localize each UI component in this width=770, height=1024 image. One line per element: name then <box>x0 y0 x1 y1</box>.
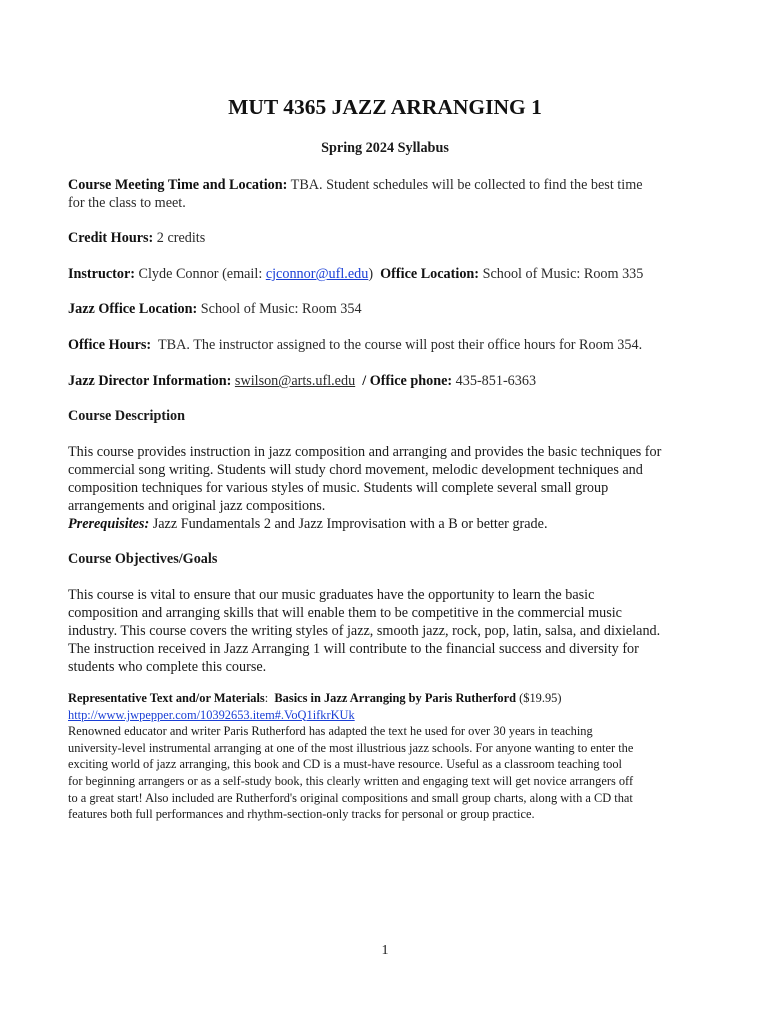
description-line: arrangements and original jazz compositions. <box>68 498 326 514</box>
prerequisites-value: Jazz Fundamentals 2 and Jazz Improvisation with a B or better grade. <box>152 516 548 532</box>
materials-line: for beginning arrangers or as a self-study book, this clearly written and engaging text will get novice arrangers off <box>68 773 634 788</box>
materials-line: to a great start! Also included are Rutherford's original compositions and small group charts, along with a CD that <box>68 790 633 805</box>
materials-price: ($19.95) <box>519 691 562 705</box>
credit-value: 2 credits <box>156 230 206 246</box>
objectives-heading: Course Objectives/Goals <box>68 551 218 567</box>
director-separator: / <box>362 373 367 389</box>
office-location-label: Office Location: <box>380 266 480 282</box>
materials-url-link[interactable]: http://www.jwpepper.com/10392653.item#.VoQ1ifkrKUk <box>68 707 355 722</box>
instructor-email-link[interactable]: cjconnor@ufl.edu <box>265 266 369 282</box>
prerequisites-label: Prerequisites: <box>68 516 150 532</box>
jazz-director-info <box>68 372 708 390</box>
materials-colon: : <box>264 691 269 705</box>
meeting-value: TBA. Student schedules will be collected to find the best time <box>290 177 643 193</box>
materials-line: exciting world of jazz arranging, this book and CD is a must-have resource. Useful as a classroom teaching tool <box>68 757 622 772</box>
office-location-value: School of Music: Room 335 <box>482 266 644 282</box>
instructor-info <box>68 265 708 283</box>
meeting-label: Course Meeting Time and Location: <box>68 177 288 193</box>
jazz-office-location <box>68 300 708 318</box>
director-label: Jazz Director Information: <box>68 373 232 389</box>
instructor-label: Instructor: <box>68 266 135 282</box>
materials-line: features both full performances and rhythm-section-only tracks for personal or group practice. <box>68 807 535 822</box>
credit-label: Credit Hours: <box>68 230 154 246</box>
description-line: composition techniques for various styles of music. Students will complete several small group <box>68 480 609 496</box>
materials-section <box>68 690 708 823</box>
instructor-close: ) <box>368 266 374 282</box>
objectives-line: students who complete this course. <box>68 659 267 675</box>
syllabus-subtitle: Spring 2024 Syllabus <box>321 140 449 156</box>
objectives-body <box>68 586 708 676</box>
objectives-line: The instruction received in Jazz Arranging 1 will contribute to the financial success and diversity for <box>68 641 639 657</box>
meeting-value-cont: for the class to meet. <box>68 195 186 211</box>
materials-line: university-level instrumental arranging at one of the most illustrious jazz schools. For anyone wanting to enter the <box>68 740 634 755</box>
description-line: commercial song writing. Students will study chord movement, melodic development techniques and <box>68 462 643 478</box>
director-email[interactable]: swilson@arts.ufl.edu <box>234 373 356 389</box>
jazz-office-value: School of Music: Room 354 <box>200 301 362 317</box>
jazz-office-label: Jazz Office Location: <box>68 301 198 317</box>
office-hours-value: TBA. The instructor assigned to the course will post their office hours for Room 354. <box>157 337 643 353</box>
materials-book: Basics in Jazz Arranging by Paris Rutherford <box>274 691 517 705</box>
meeting-info <box>68 176 708 212</box>
materials-header <box>68 690 708 707</box>
credit-hours <box>68 229 708 247</box>
director-phone-label: Office phone: <box>369 373 453 389</box>
materials-label: Representative Text and/or Materials <box>68 691 265 705</box>
objectives-line: industry. This course covers the writing styles of jazz, smooth jazz, rock, pop, latin, salsa, and dixieland. <box>68 623 661 639</box>
prerequisites <box>68 515 708 533</box>
objectives-line: composition and arranging skills that will enable them to be competitive in the commercial music <box>68 605 622 621</box>
instructor-name: Clyde Connor (email: <box>138 266 266 282</box>
course-description-body <box>68 443 708 533</box>
course-description-heading: Course Description <box>68 408 186 424</box>
director-phone: 435-851-6363 <box>455 373 537 389</box>
course-title: MUT 4365 JAZZ ARRANGING 1 <box>228 95 542 119</box>
materials-line: Renowned educator and writer Paris Rutherford has adapted the text he used for over 30 years in teaching <box>68 724 593 739</box>
office-hours-label: Office Hours: <box>68 337 152 353</box>
page-number: 1 <box>381 943 389 958</box>
office-hours <box>68 336 708 354</box>
objectives-line: This course is vital to ensure that our music graduates have the opportunity to learn the basic <box>68 587 595 603</box>
description-line: This course provides instruction in jazz composition and arranging and provides the basic techniques for <box>68 444 662 460</box>
